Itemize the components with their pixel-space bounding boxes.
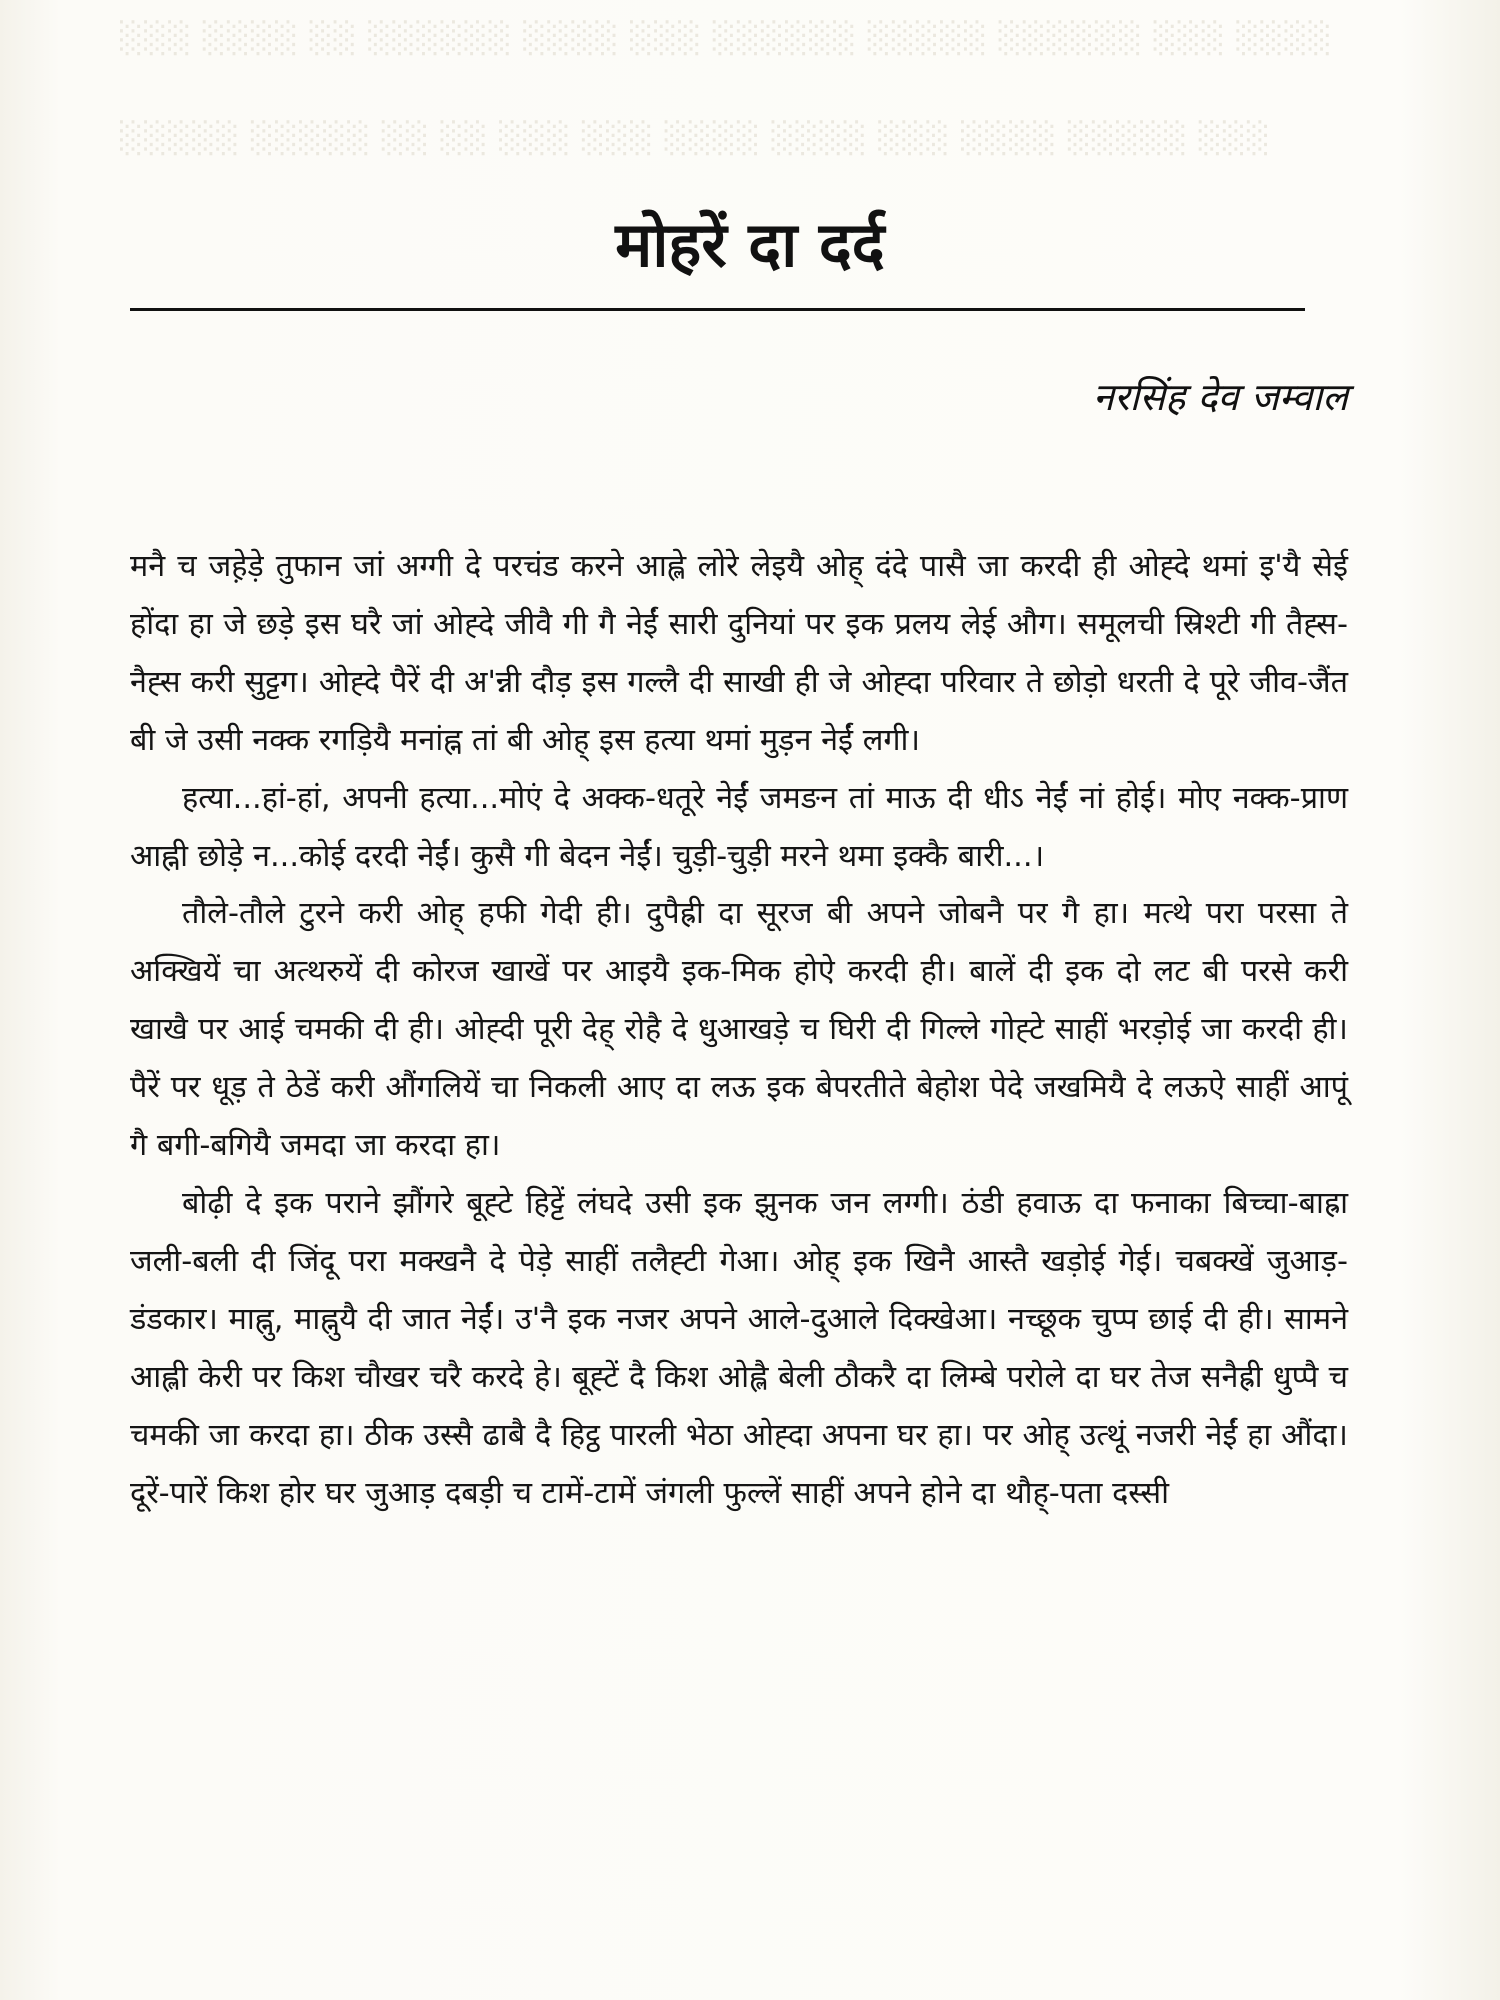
story-body <box>130 538 1348 1522</box>
title-rule <box>130 308 1305 311</box>
paragraph-3: तौले-तौले टुरने करी ओह् हफी गेदी ही। दुपैह्री दा सूरज बी अपने जोबनै पर गै हा। मत्थे परा परसा ते अक्खियें चा अत्थरुयें दी कोरज खाखें पर आइयै इक-मिक होऐ करदी ही। बालें दी इक दो लट बी परसे करी खाखै पर आई चमकी दी ही। ओह्दी पूरी देह् रोहै दे धुआखड़े च घिरी दी गिल्ले गोह्टे साहीं भरड़ोई जा करदी ही। पैरें पर धूड़ ते ठेडें करी औंगलियें चा निकली आए दा लऊ इक बेपरतीते बेहोश पेदे जखमियै दे लऊऐ साहीं आपूं गै बगी-बगियै जमदा जा करदा हा। <box>130 896 1348 1164</box>
paragraph-2: हत्या...हां-हां, अपनी हत्या...मोएं दे अक्क-धतूरे नेईं जमङन तां माऊ दी धीऽ नेईं नां होई। मोए नक्क-प्राण आह्नी छोड़े न...कोई दरदी नेईं। कुसै गी बेदन नेईं। चुड़ी-चुड़ी मरने थमा इक्कै बारी...। <box>130 780 1348 874</box>
show-through-text: ░░░░░ ░░░░░ ░░ ░░ ░░░ ░░░ ░░░░ ░░░░ ░░░ ░░░░ ░░░░░ ░░░ <box>120 121 1271 156</box>
show-through-text: ░░░ ░░░░ ░░ ░░░░░░ ░░░░ ░░░ ░░░░░░ ░░░░░ ░░░░░░ ░░░ ░░░░ <box>120 21 1333 56</box>
author-name: नरसिंह देव जम्वाल <box>1092 375 1348 419</box>
page-title: मोहरें दा दर्द <box>615 208 885 281</box>
paragraph-1: मनै च जहे़ड़े तुफान जां अग्गी दे परचंड करने आह्ले लोरे लेइयै ओह् दंदे पासै जा करदी ही ओह्दे थमां इ'यै सेई होंदा हा जे छड़े इस घरै जां ओह्दे जीवै गी गै नेईं सारी दुनियां पर इक प्रलय लेई औग। समूलची स्रिश्टी गी तैह्स-नैह्स करी सुट्टग। ओह्दे पैरें दी अ'न्नी दौड़ इस गल्लै दी साखी ही जे ओह्दा परिवार ते छोड़ो धरती दे पूरे जीव-जैंत बी जे उसी नक्क रगड़ियै मनांह्न तां बी ओह् इस हत्या थमां मुड़न नेईं लगी। <box>130 549 1348 758</box>
paragraph-4: बोढ़ी दे इक पराने झौंगरे बूह्टे हिट्टें लंघदे उसी इक झुनक जन लग्गी। ठंडी हवाऊ दा फनाका बिच्चा-बाह्रा जली-बली दी जिंदू परा मक्खनै दे पेड़े साहीं तलैह्टी गेआ। ओह् इक खिनै आस्तै खड़ोई गेई। चबक्खें जुआड़-डंडकार। माह्नु, माह्नुयै दी जात नेईं। उ'नै इक नजर अपने आले-दुआले दिक्खेआ। नच्छूक चुप्प छाई दी ही। सामने आह्ली केरी पर किश चौखर चरै करदे हे। बूह्टें दै किश ओह्लै बेली ठौकरै दा लिम्बे परोले दा घर तेज सनैह्री धुप्पै च चमकी जा करदा हा। ठीक उस्सै ढाबै दै हिट्ठ पारली भेठा ओह्दा अपना घर हा। पर ओह् उत्थूं नजरी नेईं हा औंदा। दूरें-पारें किश होर घर जुआड़ दबड़ी च टामें-टामें जंगली फुल्लें साहीं अपने होने दा थौह्-पता दस्सी <box>130 1185 1348 1511</box>
